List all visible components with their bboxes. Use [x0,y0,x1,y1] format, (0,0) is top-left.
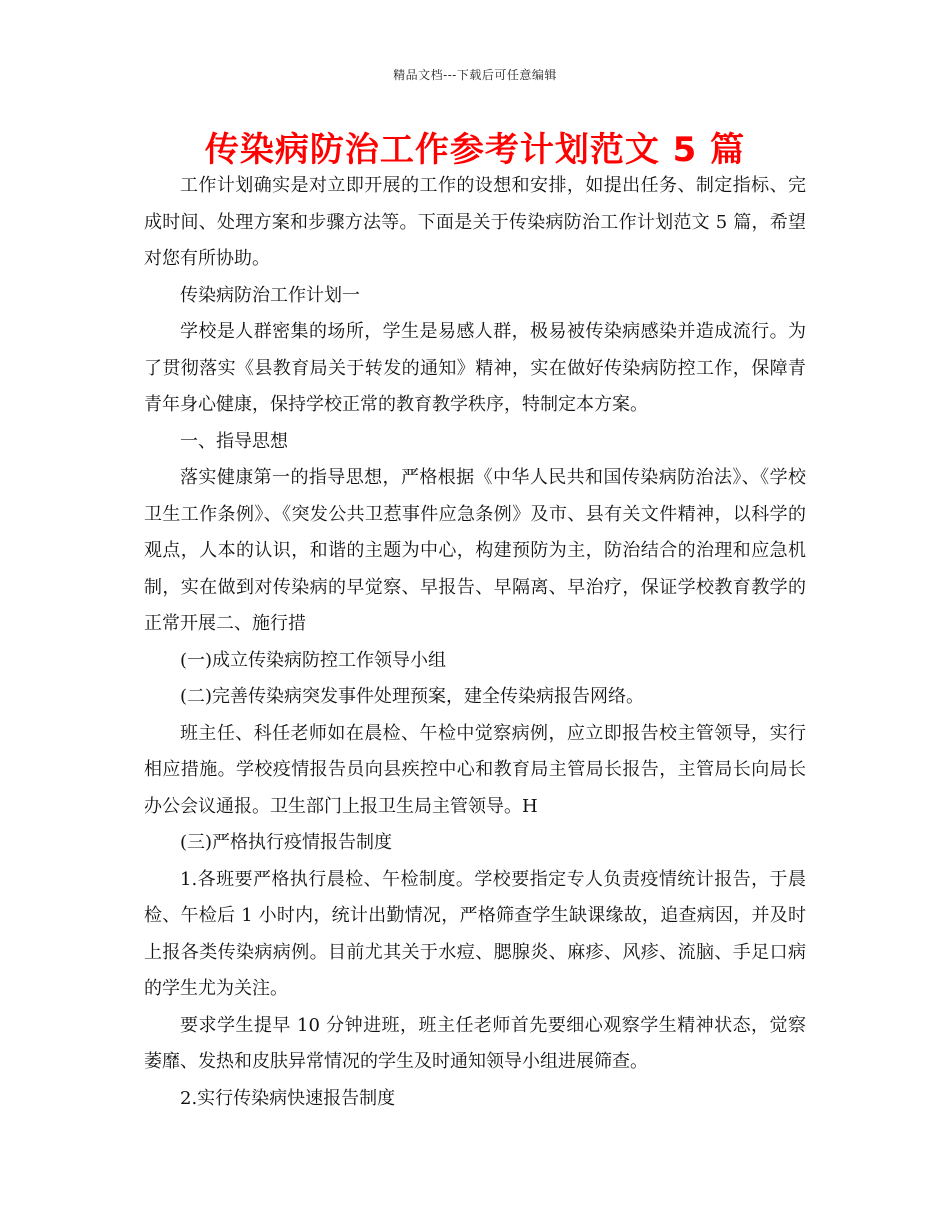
body-paragraph: 学校是人群密集的场所，学生是易感人群，极易被传染病感染并造成流行。为了贯彻落实《县教育局关于转发的通知》精神，实在做好传染病防控工作，保障青青年身心健康，保持学校正常的教育教学秩序，特制定本方案。 [144,321,806,415]
subsection-heading: (三)严格执行疫情报告制度 [180,832,393,853]
subsection-heading: 2.实行传染病快速报告制度 [180,1087,396,1109]
section-heading-guiding-thought: 一、指导思想 [180,430,288,452]
body-paragraph: 要求学生提早 10 分钟进班，班主任老师首先要细心观察学生精神状态，觉察萎靡、发热和皮肤异常情况的学生及时通知领导小组进展筛查。 [144,1014,806,1072]
intro-paragraph: 工作计划确实是对立即开展的工作的设想和安排，如提出任务、制定指标、完成时间、处理方案和步骤方法等。下面是关于传染病防治工作计划范文 5 篇，希望对您有所协助。 [144,175,806,269]
document-title: 传染病防治工作参考计划范文 5 篇 [204,130,746,170]
section-heading-plan-one: 传染病防治工作计划一 [180,284,360,306]
document-body [144,168,806,1117]
header-note: 精品文档---下载后可任意编辑 [393,68,557,82]
subsection-heading: (二)完善传染病突发事件处理预案，建全传染病报告网络。 [180,686,645,707]
body-paragraph: 落实健康第一的指导思想，严格根据《中华人民共和国传染病防治法》、《学校卫生工作条例》、《突发公共卫惹事件应急条例》及市、县有关文件精神，以科学的观点，人本的认识，和谐的主题为中心，构建预防为主，防治结合的治理和应急机制，实在做到对传染病的早觉察、早报告、早隔离、早治疗，保证学校教育教学的正常开展二、施行措 [144,467,806,634]
subsection-heading: (一)成立传染病防控工作领导小组 [180,649,447,671]
body-paragraph: 1.各班要严格执行晨检、午检制度。学校要指定专人负责疫情统计报告，于晨检、午检后 1 小时内，统计出勤情况，严格筛查学生缺课缘故，追查病因，并及时上报各类传染病病例。目前尤其关于水痘、腮腺炎、麻疹、风疹、流脑、手足口病的学生尤为关注。 [144,868,806,999]
body-paragraph: 班主任、科任老师如在晨检、午检中觉察病例，应立即报告校主管领导，实行相应措施。学校疫情报告员向县疾控中心和教育局主管局长报告，主管局长向局长办公会议通报。卫生部门上报卫生局主管领导。H [144,722,806,817]
